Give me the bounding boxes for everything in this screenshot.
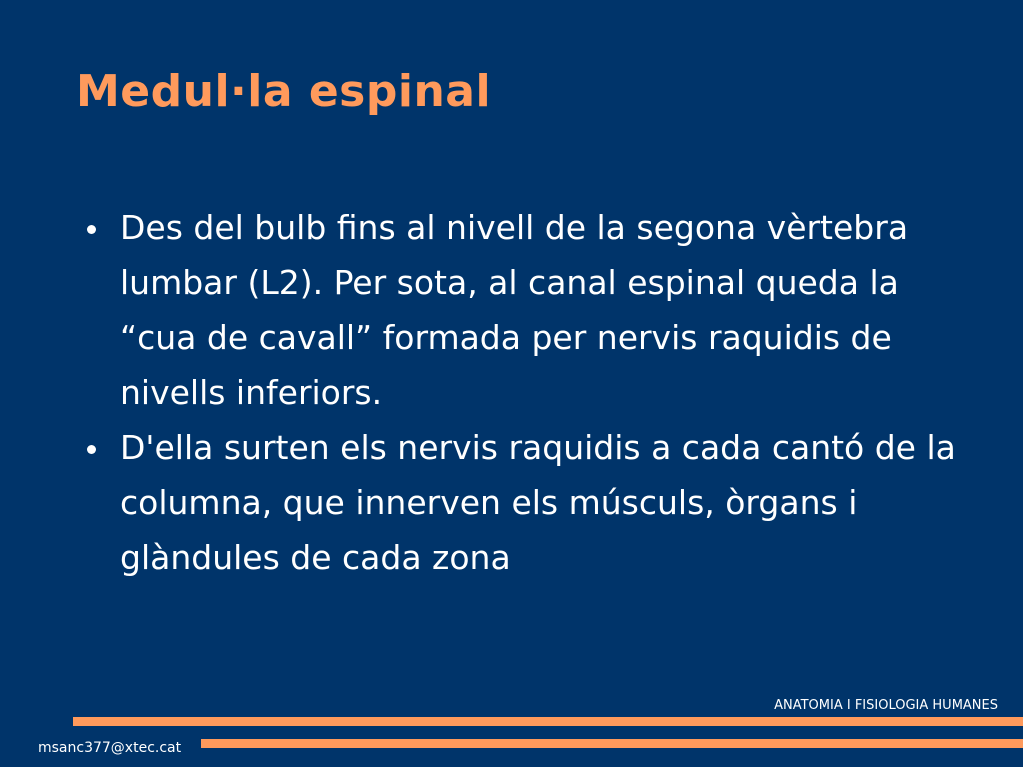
slide-title: Medul·la espinal: [76, 66, 492, 117]
footer-divider-top: [73, 717, 1023, 726]
bullet-item: [84, 200, 984, 420]
footer-divider-bottom: [201, 739, 1023, 748]
bullet-text: D'ella surten els nervis raquidis a cada cantó de la columna, que innerven els músculs, òrgans i glàndules de cada zona: [120, 428, 956, 577]
footer-course-title: ANATOMIA I FISIOLOGIA HUMANES: [774, 698, 998, 713]
bullet-dot-icon: [87, 445, 96, 454]
bullet-list: [84, 200, 984, 585]
footer-email: msanc377@xtec.cat: [38, 740, 182, 756]
bullet-dot-icon: [87, 225, 96, 234]
bullet-item: [84, 420, 984, 585]
bullet-text: Des del bulb fins al nivell de la segona vèrtebra lumbar (L2). Per sota, al canal espinal queda la “cua de cavall” formada per nervis raquidis de nivells inferiors.: [120, 208, 909, 412]
